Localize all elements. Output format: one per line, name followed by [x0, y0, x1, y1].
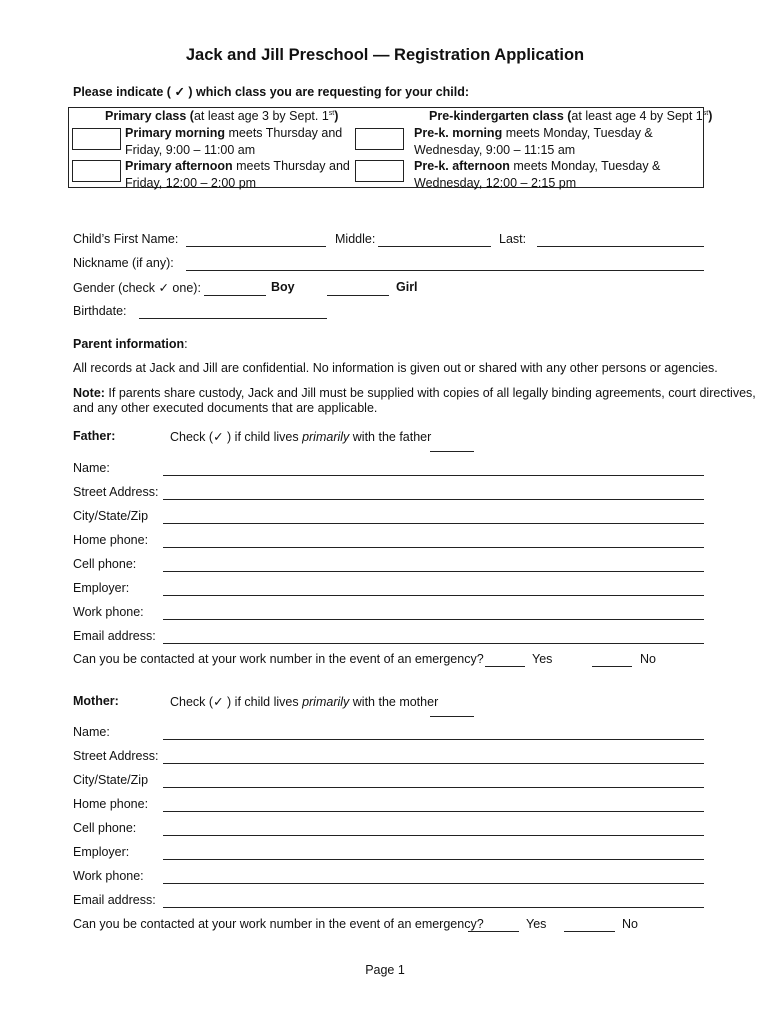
checkmark-icon: ✓	[158, 281, 169, 295]
mother-no-label: No	[622, 917, 638, 931]
class-selection-box	[68, 107, 713, 190]
mother-street-label: Street Address:	[73, 749, 159, 763]
father-name-label: Name:	[73, 461, 110, 475]
prek-class-header: Pre-kindergarten class (at least age 4 by Sept 1st)	[429, 109, 713, 123]
gender-girl-field[interactable]	[327, 295, 389, 296]
father-home-phone-label: Home phone:	[73, 533, 149, 547]
class-instruction	[73, 84, 469, 99]
father-emergency-question: Can you be contacted at your work number in the event of an emergency?	[73, 652, 484, 666]
father-primary-check-field[interactable]	[430, 451, 474, 452]
mother-home-phone-field[interactable]	[163, 811, 704, 812]
mother-name-field[interactable]	[163, 739, 704, 740]
father-employer-field[interactable]	[163, 595, 704, 596]
child-middle-field[interactable]	[378, 246, 491, 247]
father-work-phone-label: Work phone:	[73, 605, 144, 619]
child-first-name-field[interactable]	[186, 246, 326, 247]
parent-info-heading: Parent information:	[73, 337, 188, 351]
mother-email-label: Email address:	[73, 893, 156, 907]
prek-morning-label: Pre-k. morning meets Monday, Tuesday & Wednesday, 9:00 – 11:15 am	[414, 126, 653, 157]
checkmark-icon: ✓	[174, 85, 185, 99]
mother-heading: Mother:	[73, 694, 119, 708]
gender-label: Gender (check ✓ one):	[73, 281, 201, 295]
mother-name-label: Name:	[73, 725, 110, 739]
mother-street-field[interactable]	[163, 763, 704, 764]
father-street-label: Street Address:	[73, 485, 159, 499]
confidential-text: All records at Jack and Jill are confidential. No information is given out or shared with any other persons or agencies.	[73, 361, 718, 375]
instruction-prefix: Please indicate (	[73, 85, 171, 99]
mother-yes-label: Yes	[526, 917, 547, 931]
father-emergency-no-field[interactable]	[592, 666, 632, 667]
primary-afternoon-label: Primary afternoon meets Thursday and Friday, 12:00 – 2:00 pm	[125, 159, 350, 190]
mother-primary-check-field[interactable]	[430, 716, 474, 717]
father-street-field[interactable]	[163, 499, 704, 500]
father-city-label: City/State/Zip	[73, 509, 149, 523]
nickname-label: Nickname (if any):	[73, 256, 174, 270]
mother-emergency-question: Can you be contacted at your work number in the event of an emergency?	[73, 917, 484, 931]
mother-city-label: City/State/Zip	[73, 773, 149, 787]
mother-home-phone-label: Home phone:	[73, 797, 149, 811]
child-middle-label: Middle:	[335, 232, 376, 246]
primary-afternoon-checkbox[interactable]	[72, 160, 121, 182]
mother-employer-label: Employer:	[73, 845, 130, 859]
child-first-name-label: Child’s First Name:	[73, 232, 179, 246]
mother-email-field[interactable]	[163, 907, 704, 908]
father-name-field[interactable]	[163, 475, 704, 476]
father-work-phone-field[interactable]	[163, 619, 704, 620]
child-last-field[interactable]	[537, 246, 704, 247]
gender-boy-field[interactable]	[204, 295, 266, 296]
father-email-label: Email address:	[73, 629, 156, 643]
mother-emergency-no-field[interactable]	[564, 931, 615, 932]
primary-morning-checkbox[interactable]	[72, 128, 121, 150]
mother-city-field[interactable]	[163, 787, 704, 788]
mother-emergency-yes-field[interactable]	[468, 931, 519, 932]
nickname-field[interactable]	[186, 270, 704, 271]
child-last-label: Last:	[499, 232, 527, 246]
page-number: Page 1	[365, 963, 405, 977]
page-title: Jack and Jill Preschool — Registration Application	[185, 46, 585, 64]
father-primary-check-label: Check (✓ ) if child lives primarily with the father	[170, 430, 432, 444]
girl-label: Girl	[396, 280, 418, 294]
mother-cell-phone-field[interactable]	[163, 835, 704, 836]
prek-afternoon-checkbox[interactable]	[355, 160, 404, 182]
father-no-label: No	[640, 652, 656, 666]
custody-note: Note: If parents share custody, Jack and Jill must be supplied with copies of all legally binding agreements, court directives, and any other executed documents that are applicable.	[73, 386, 756, 415]
father-yes-label: Yes	[532, 652, 553, 666]
mother-work-phone-field[interactable]	[163, 883, 704, 884]
checkmark-icon: ✓	[213, 695, 224, 709]
father-home-phone-field[interactable]	[163, 547, 704, 548]
father-email-field[interactable]	[163, 643, 704, 644]
father-cell-phone-label: Cell phone:	[73, 557, 137, 571]
prek-afternoon-label: Pre-k. afternoon meets Monday, Tuesday & Wednesday, 12:00 – 2:15 pm	[414, 159, 661, 190]
birthdate-field[interactable]	[139, 318, 327, 319]
mother-work-phone-label: Work phone:	[73, 869, 144, 883]
mother-employer-field[interactable]	[163, 859, 704, 860]
primary-class-header: Primary class (at least age 3 by Sept. 1st)	[105, 109, 339, 123]
father-cell-phone-field[interactable]	[163, 571, 704, 572]
instruction-suffix: ) which class you are requesting for your child:	[188, 85, 470, 99]
boy-label: Boy	[271, 280, 295, 294]
checkmark-icon: ✓	[213, 430, 224, 444]
primary-morning-label: Primary morning meets Thursday and Friday, 9:00 – 11:00 am	[125, 126, 343, 157]
mother-cell-phone-label: Cell phone:	[73, 821, 137, 835]
father-heading: Father:	[73, 429, 116, 443]
father-employer-label: Employer:	[73, 581, 130, 595]
birthdate-label: Birthdate:	[73, 304, 127, 318]
father-emergency-yes-field[interactable]	[485, 666, 525, 667]
father-city-field[interactable]	[163, 523, 704, 524]
mother-primary-check-label: Check (✓ ) if child lives primarily with the mother	[170, 695, 439, 709]
prek-morning-checkbox[interactable]	[355, 128, 404, 150]
